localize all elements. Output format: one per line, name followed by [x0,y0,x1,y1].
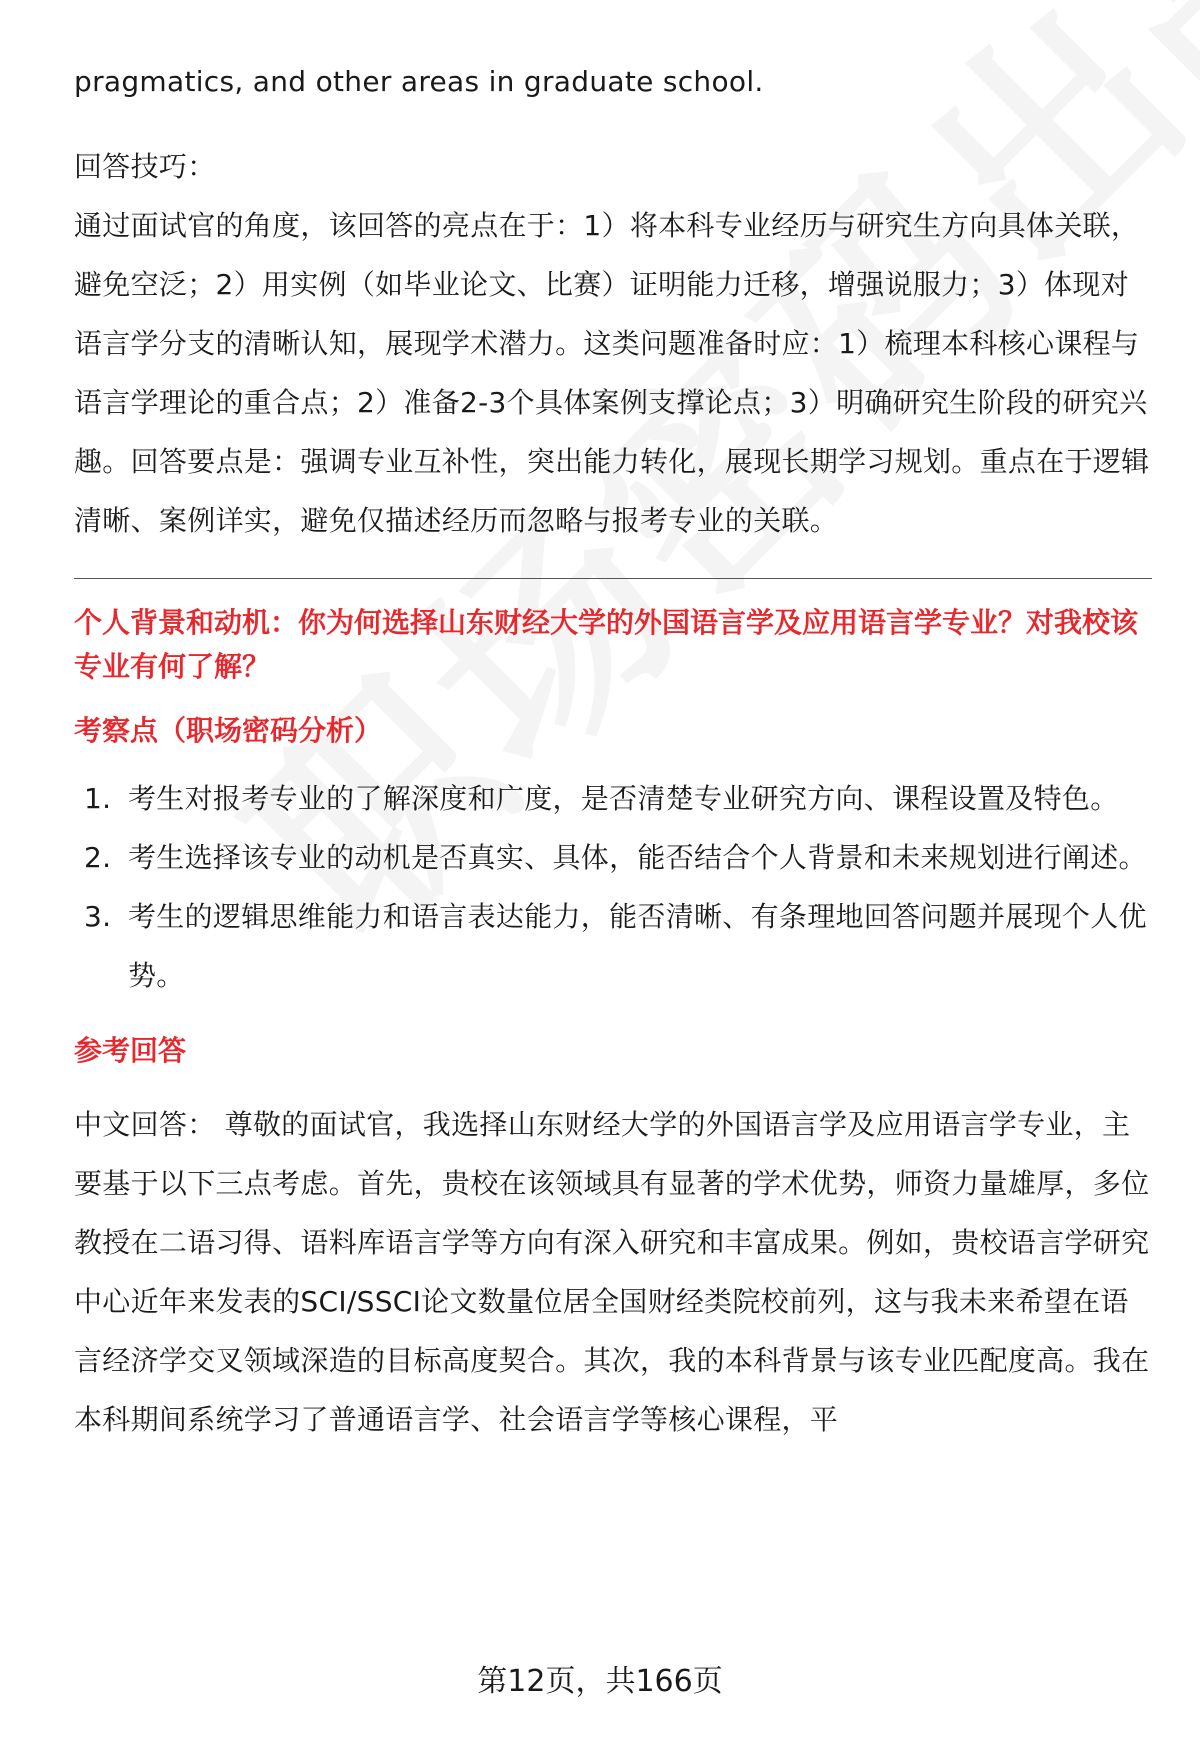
tips-body: 通过面试官的角度，该回答的亮点在于：1）将本科专业经历与研究生方向具体关联，避免空泛；2）用实例（如毕业论文、比赛）证明能力迁移，增强说服力；3）体现对语言学分支的清晰认知，展现学术潜力。这类问题准备时应：1）梳理本科核心课程与语言学理论的重合点；2）准备2-3个具体案例支撑论点；3）明确研究生阶段的研究兴趣。回答要点是：强调专业互补性，突出能力转化，展现长期学习规划。重点在于逻辑清晰、案例详实，避免仅描述经历而忽略与报考专业的关联。 [74,209,1150,537]
list-text: 考生的逻辑思维能力和语言表达能力，能否清晰、有条理地回答问题并展现个人优势。 [128,900,1147,992]
list-number: 3. [84,900,112,933]
focus-list [74,769,1154,1005]
tips-label: 回答技巧： [74,150,216,183]
answer-body: 中文回答： 尊敬的面试官，我选择山东财经大学的外国语言学及应用语言学专业，主要基于以下三点考虑。首先，贵校在该领域具有显著的学术优势，师资力量雄厚，多位教授在二语习得、语料库语言学等方向有深入研究和丰富成果。例如，贵校语言学研究中心近年来发表的SCI/SSCI论文数量位居全国财经类院校前列，这与我未来希望在语言经济学交叉领域深造的目标高度契合。其次，我的本科背景与该专业匹配度高。我在本科期间系统学习了普通语言学、社会语言学等核心课程，平 [74,1108,1150,1436]
intro-line: pragmatics, and other areas in graduate school. [74,65,764,98]
list-item [74,887,1154,1005]
section-divider [74,578,1152,579]
list-number: 1. [84,782,112,815]
page-content [74,52,1154,1449]
answer-heading: 参考回答 [74,1034,187,1067]
list-number: 2. [84,841,112,874]
list-item [74,828,1154,887]
list-text: 考生对报考专业的了解深度和广度，是否清楚专业研究方向、课程设置及特色。 [128,782,1119,815]
list-text: 考生选择该专业的动机是否真实、具体，能否结合个人背景和未来规划进行阐述。 [128,841,1147,874]
list-item [74,769,1154,828]
focus-heading: 考察点（职场密码分析） [74,714,383,747]
question-title: 个人背景和动机：你为何选择山东财经大学的外国语言学及应用语言学专业？对我校该专业有何了解？ [74,606,1139,683]
page-footer: 第12页，共166页 [477,1664,723,1699]
